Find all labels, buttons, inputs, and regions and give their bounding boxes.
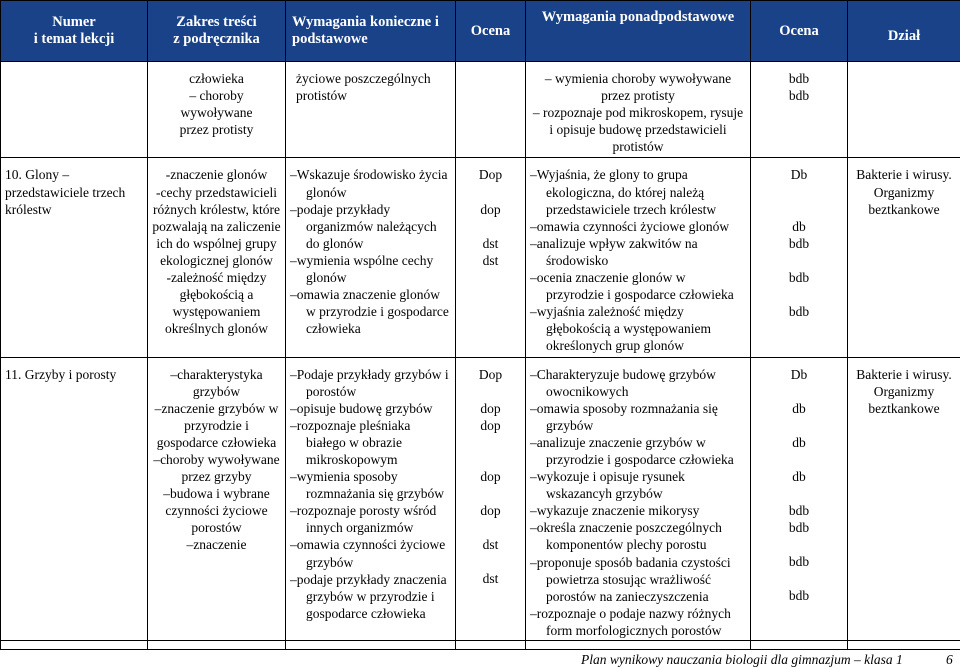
basic-requirements-cell <box>286 158 456 357</box>
basic-requirements-cell <box>286 357 456 649</box>
advanced-requirement: – wykazuje znaczenie mikorysy <box>530 502 746 519</box>
scope-line: człowieka <box>152 70 281 87</box>
grade-advanced-cell <box>751 158 848 357</box>
scope-line: -zależność między głębokością a występowaniem określnych glonów <box>152 269 281 337</box>
grade-value: dst <box>460 536 521 553</box>
requirement-line: – omawia znaczenie glonów w przyrodzie i gospodarce człowieka <box>290 286 451 337</box>
grade-value: db <box>755 400 843 417</box>
grade-basic-cell <box>456 357 526 649</box>
lesson-topic-cell <box>1 62 148 158</box>
advanced-requirement: – ocenia znaczenie glonów w przyrodzie i gospodarce człowieka <box>530 269 746 303</box>
grade-value: bdb <box>755 87 843 104</box>
scope-line: -cechy przedstawicieli różnych królestw, które pozwalają na zaliczenie ich do wspólnej grupy ekologicznej glonów <box>152 184 281 269</box>
grade-value: bdb <box>755 70 843 87</box>
grade-value: bdb <box>755 502 843 519</box>
grade-value: bdb <box>755 303 843 320</box>
advanced-requirement: – wymienia choroby wywoływane przez protisty <box>530 70 746 104</box>
requirement-line: – opisuje budowę grzybów <box>290 400 451 417</box>
requirement-line: – podaje przykłady organizmów należących do glonów <box>290 201 451 252</box>
textbook-scope-cell <box>148 62 286 158</box>
advanced-requirement: – Charakteryzuje budowę grzybów owocnikowych <box>530 366 746 400</box>
grade-value: bdb <box>755 269 843 286</box>
grade-value: Db <box>755 166 843 183</box>
grade-basic-cell <box>456 62 526 158</box>
grade-value: dop <box>460 201 521 218</box>
requirement-line: – wymienia sposoby rozmnażania się grzybów <box>290 468 451 502</box>
scope-line: przez protisty <box>152 121 281 138</box>
grade-value: dst <box>460 570 521 587</box>
advanced-requirement: – określa znaczenie poszczególnych komponentów plechy porostu <box>530 519 746 553</box>
advanced-requirement: – omawia sposoby rozmnażania się grzybów <box>530 400 746 434</box>
header-lesson-number-topic: Numer i temat lekcji <box>1 1 148 62</box>
textbook-scope-cell <box>148 357 286 649</box>
requirement-line: protistów <box>296 87 451 104</box>
scope-line: -znaczenie glonów <box>152 166 281 183</box>
grade-value: Dop <box>460 366 521 383</box>
advanced-requirement: – analizuje wpływ zakwitów na środowisko <box>530 235 746 269</box>
advanced-requirements-cell <box>526 158 751 357</box>
grade-value: dop <box>460 468 521 485</box>
grade-value: dop <box>460 400 521 417</box>
grade-value: dst <box>460 252 521 269</box>
requirement-line: – Podaje przykłady grzybów i porostów <box>290 366 451 400</box>
header-textbook-scope: Zakres treści z podręcznika <box>148 1 286 62</box>
table-row <box>1 158 960 357</box>
advanced-requirement: – rozpoznaje o podaje nazwy różnych form morfologicznych porostów <box>530 605 746 639</box>
header-section: Dział <box>848 1 960 62</box>
scope-line: wywoływane <box>152 104 281 121</box>
grade-value: dop <box>460 502 521 519</box>
grade-value: Dop <box>460 166 521 183</box>
requirement-line: – rozpoznaje porosty wśród innych organizmów <box>290 502 451 536</box>
grade-value: Db <box>755 366 843 383</box>
lesson-topic-cell: 11. Grzyby i porosty <box>1 357 148 649</box>
grade-value: bdb <box>755 587 843 604</box>
grade-value: dst <box>460 235 521 252</box>
page-footer <box>0 640 960 669</box>
scope-line: – znaczenie grzybów w przyrodzie i gospodarce człowieka <box>152 400 281 451</box>
grade-advanced-cell <box>751 357 848 649</box>
advanced-requirement: – analizuje znaczenie grzybów w przyrodzie i gospodarce człowieka <box>530 434 746 468</box>
table-row <box>1 62 960 158</box>
header-grade-advanced: Ocena <box>751 1 848 62</box>
textbook-scope-cell <box>148 158 286 357</box>
grade-value: bdb <box>755 235 843 252</box>
grade-value: dop <box>460 417 521 434</box>
requirement-line: – Wskazuje środowisko życia glonów <box>290 166 451 200</box>
requirement-line: życiowe poszczególnych <box>296 70 451 87</box>
grade-value: db <box>755 468 843 485</box>
header-grade-basic: Ocena <box>456 1 526 62</box>
scope-line: – charakterystyka grzybów <box>152 366 281 400</box>
requirement-line: – omawia czynności życiowe grzybów <box>290 536 451 570</box>
page-number: 6 <box>946 652 953 668</box>
header-basic-requirements: Wymagania konieczne i podstawowe <box>286 1 456 62</box>
advanced-requirement: – Wyjaśnia, że glony to grupa ekologiczna, do której należą przedstawiciele trzech królestw <box>530 166 746 217</box>
advanced-requirement: – wyjaśnia zależność między głębokością a występowaniem określonych grup glonów <box>530 303 746 354</box>
requirement-line: – wymienia wspólne cechy glonów <box>290 252 451 286</box>
grade-basic-cell <box>456 158 526 357</box>
advanced-requirements-cell <box>526 62 751 158</box>
basic-requirements-cell <box>286 62 456 158</box>
advanced-requirement: – wykozuje i opisuje rysunek wskazancyh grzybów <box>530 468 746 502</box>
scope-line: – budowa i wybrane czynności życiowe porostów <box>152 485 281 536</box>
table-header <box>1 1 960 62</box>
section-cell: Bakterie i wirusy. Organizmy beztkankowe <box>848 357 960 649</box>
footer-title: Plan wynikowy nauczania biologii dla gimnazjum – klasa 1 <box>581 652 903 668</box>
grade-advanced-cell <box>751 62 848 158</box>
scope-line: – znaczenie <box>152 536 281 553</box>
scope-line: – choroby wywoływane przez grzyby <box>152 451 281 485</box>
grade-value: db <box>755 434 843 451</box>
grade-value: bdb <box>755 553 843 570</box>
advanced-requirement: – proponuje sposób badania czystości powietrza stosując wrażliwość porostów na zanieczyszczenia <box>530 554 746 605</box>
grade-value: bdb <box>755 519 843 536</box>
lesson-topic-cell: 10. Glony – przedstawiciele trzech królestw <box>1 158 148 357</box>
requirement-line: – podaje przykłady znaczenia grzybów w przyrodzie i gospodarce człowieka <box>290 571 451 622</box>
table-row <box>1 357 960 649</box>
header-advanced-requirements: Wymagania ponadpodstawowe <box>526 1 751 62</box>
section-cell <box>848 62 960 158</box>
grade-value: db <box>755 218 843 235</box>
scope-line: – choroby <box>152 87 281 104</box>
advanced-requirement: – rozpoznaje pod mikroskopem, rysuje i opisuje budowę przedstawicieli protistów <box>530 104 746 155</box>
requirement-line: – rozpoznaje pleśniaka białego w obrazie mikroskopowym <box>290 417 451 468</box>
advanced-requirements-cell <box>526 357 751 649</box>
section-cell: Bakterie i wirusy. Organizmy beztkankowe <box>848 158 960 357</box>
advanced-requirement: – omawia czynności życiowe glonów <box>530 218 746 235</box>
